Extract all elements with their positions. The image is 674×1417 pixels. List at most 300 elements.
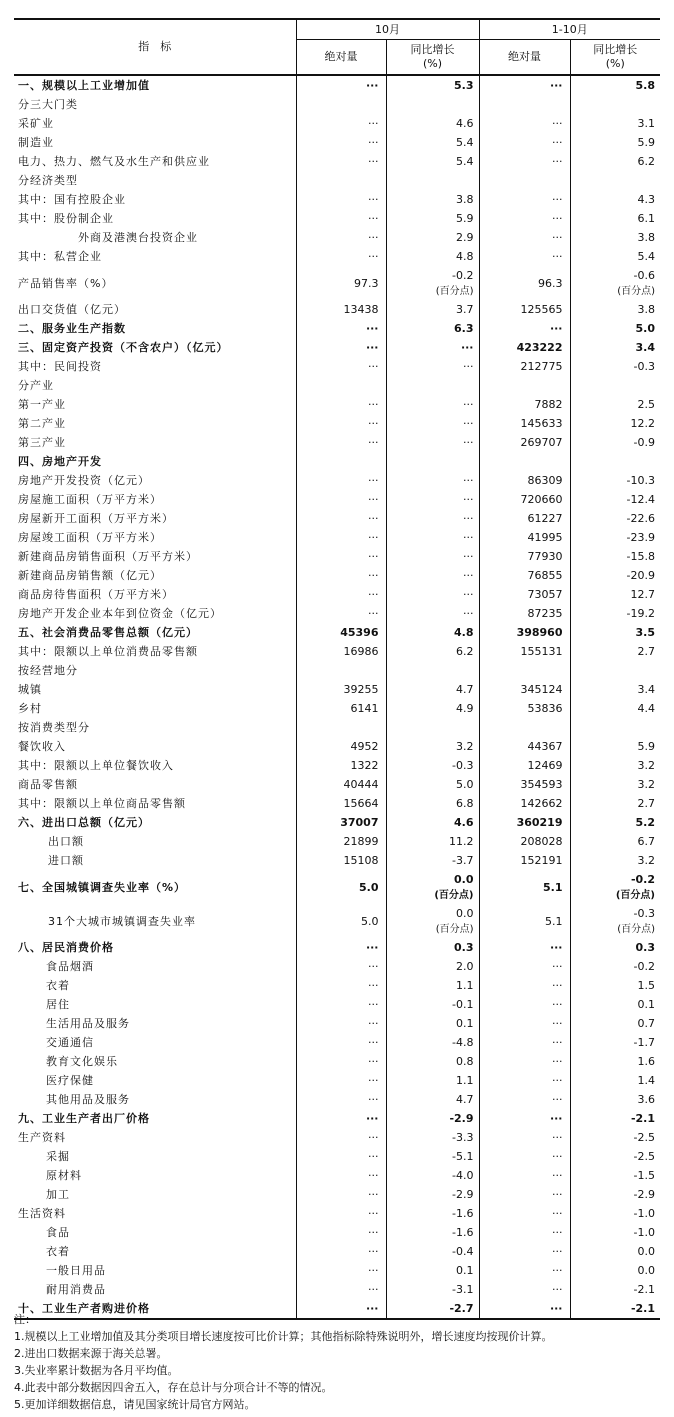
row-label: 医疗保健 [14, 1071, 296, 1090]
row-label: 产品销售率（%） [14, 266, 296, 300]
ytd-yoy: 3.1 [637, 117, 655, 130]
oct-yoy [386, 95, 479, 114]
row-label: 第二产业 [14, 414, 296, 433]
row-label: 房屋施工面积（万平方米） [14, 490, 296, 509]
oct-absolute [296, 95, 386, 114]
ytd-absolute: ··· [479, 938, 570, 957]
row-label: 食品烟酒 [14, 957, 296, 976]
ytd-absolute: ··· [479, 209, 570, 228]
row-label: 生产资料 [14, 1128, 296, 1147]
row-label: 其他用品及服务 [14, 1090, 296, 1109]
header-period-jan-oct: 1-10月 [479, 19, 660, 40]
oct-yoy: -3.7 [386, 851, 479, 870]
oct-absolute [296, 718, 386, 737]
footnote-line: 4.此表中部分数据因四舍五入，存在总计与分项合计不等的情况。 [14, 1381, 333, 1394]
oct-absolute [296, 661, 386, 680]
oct-yoy: -2.9 [386, 1109, 479, 1128]
table-row [14, 266, 660, 300]
ytd-yoy: 5.9 [637, 136, 655, 149]
ytd-yoy: 3.5 [635, 626, 655, 639]
ytd-absolute: ··· [479, 1242, 570, 1261]
row-label: 七、全国城镇调查失业率（%） [14, 870, 296, 904]
table-row [14, 509, 660, 528]
ytd-yoy: -20.9 [626, 569, 655, 582]
ytd-yoy: -22.6 [626, 512, 655, 525]
oct-yoy [386, 870, 479, 904]
header-period-october: 10月 [296, 19, 479, 40]
oct-absolute: ··· [296, 319, 386, 338]
oct-yoy: ··· [386, 471, 479, 490]
ytd-absolute: ··· [479, 1071, 570, 1090]
oct-yoy: 4.8 [386, 623, 479, 642]
row-label: 商品房待售面积（万平方米） [14, 585, 296, 604]
ytd-yoy: -2.5 [633, 1150, 655, 1163]
oct-yoy: 4.9 [386, 699, 479, 718]
oct-absolute: ··· [296, 509, 386, 528]
footnote-line: 1.规模以上工业增加值及其分类项目增长速度按可比价计算；其他指标除特殊说明外，增长速度均按现价计算。 [14, 1330, 553, 1343]
oct-absolute: ··· [296, 1204, 386, 1223]
row-label: 耐用消费品 [14, 1280, 296, 1299]
table-row [14, 585, 660, 604]
ytd-yoy: -12.4 [626, 493, 655, 506]
oct-absolute: ··· [296, 1166, 386, 1185]
ytd-absolute: ··· [479, 1090, 570, 1109]
ytd-yoy: -1.0 [633, 1207, 655, 1220]
oct-absolute: ··· [296, 1147, 386, 1166]
ytd-absolute: ··· [479, 228, 570, 247]
ytd-yoy [570, 904, 660, 938]
row-label: 五、社会消费品零售总额（亿元） [14, 623, 296, 642]
header-yoy-unit: (%) [422, 57, 443, 70]
oct-yoy [386, 661, 479, 680]
row-label: 第三产业 [14, 433, 296, 452]
ytd-absolute: 53836 [479, 699, 570, 718]
ytd-absolute: 398960 [479, 623, 570, 642]
table-row [14, 680, 660, 699]
oct-yoy: ··· [386, 395, 479, 414]
table-body [14, 75, 660, 1319]
ytd-yoy: 3.8 [637, 231, 655, 244]
oct-yoy: -3.3 [386, 1128, 479, 1147]
table-row [14, 338, 660, 357]
ytd-yoy: 0.3 [635, 941, 655, 954]
ytd-absolute: 5.1 [479, 904, 570, 938]
oct-yoy [386, 904, 479, 938]
ytd-yoy: 5.8 [635, 79, 655, 92]
oct-absolute: 40444 [296, 775, 386, 794]
table-row [14, 938, 660, 957]
ytd-yoy [570, 95, 660, 114]
oct-absolute: ··· [296, 1242, 386, 1261]
oct-yoy: -0.4 [386, 1242, 479, 1261]
table-row [14, 1071, 660, 1090]
row-label: 房地产开发企业本年到位资金（亿元） [14, 604, 296, 623]
oct-yoy: -5.1 [386, 1147, 479, 1166]
oct-absolute: 45396 [296, 623, 386, 642]
ytd-absolute: 212775 [479, 357, 570, 376]
ytd-yoy [570, 870, 660, 904]
oct-absolute: ··· [296, 938, 386, 957]
oct-absolute: ··· [296, 338, 386, 357]
ytd-yoy: 5.2 [635, 816, 655, 829]
oct-absolute: 5.0 [296, 904, 386, 938]
ytd-yoy: 3.4 [635, 341, 655, 354]
ytd-yoy: -1.5 [633, 1169, 655, 1182]
ytd-absolute: ··· [479, 1185, 570, 1204]
ytd-absolute: 77930 [479, 547, 570, 566]
ytd-absolute: 5.1 [479, 870, 570, 904]
oct-absolute: 13438 [296, 300, 386, 319]
header-absolute-1: 绝对量 [296, 40, 386, 76]
ytd-absolute: ··· [479, 995, 570, 1014]
table-row [14, 1033, 660, 1052]
ytd-absolute: ··· [479, 1033, 570, 1052]
ytd-absolute: ··· [479, 152, 570, 171]
oct-yoy: -4.0 [386, 1166, 479, 1185]
table-row [14, 623, 660, 642]
oct-absolute: 16986 [296, 642, 386, 661]
ytd-yoy: -2.9 [633, 1188, 655, 1201]
header-absolute-2: 绝对量 [479, 40, 570, 76]
ytd-yoy: 3.4 [637, 683, 655, 696]
table-row [14, 433, 660, 452]
oct-absolute: ··· [296, 1052, 386, 1071]
oct-absolute: ··· [296, 585, 386, 604]
ytd-yoy-value: -0.2 [630, 872, 655, 886]
ytd-yoy: 0.0 [637, 1245, 655, 1258]
ytd-absolute [479, 95, 570, 114]
oct-absolute: ··· [296, 566, 386, 585]
ytd-yoy: -10.3 [626, 474, 655, 487]
oct-yoy-unit: (百分点) [435, 285, 474, 297]
row-label: 其中：国有控股企业 [14, 190, 296, 209]
row-label: 教育文化娱乐 [14, 1052, 296, 1071]
table-row [14, 395, 660, 414]
row-label: 按经营地分 [14, 661, 296, 680]
ytd-absolute: ··· [479, 1109, 570, 1128]
ytd-yoy: -15.8 [626, 550, 655, 563]
oct-yoy: ··· [386, 604, 479, 623]
header-yoy-unit: (%) [605, 57, 625, 70]
row-label: 居住 [14, 995, 296, 1014]
ytd-absolute: ··· [479, 319, 570, 338]
ytd-yoy: 1.4 [637, 1074, 655, 1087]
ytd-yoy: 5.0 [635, 322, 655, 335]
ytd-absolute: 12469 [479, 756, 570, 775]
oct-yoy: ··· [386, 547, 479, 566]
oct-yoy: -2.9 [386, 1185, 479, 1204]
ytd-absolute [479, 718, 570, 737]
ytd-yoy: 2.7 [637, 645, 655, 658]
row-label: 城镇 [14, 680, 296, 699]
oct-yoy [386, 452, 479, 471]
ytd-yoy: -0.3 [633, 360, 655, 373]
oct-yoy: -1.6 [386, 1204, 479, 1223]
ytd-absolute [479, 376, 570, 395]
ytd-yoy-value: -0.6 [633, 268, 655, 282]
oct-absolute: ··· [296, 357, 386, 376]
table-row [14, 114, 660, 133]
row-label: 新建商品房销售额（亿元） [14, 566, 296, 585]
ytd-absolute: 152191 [479, 851, 570, 870]
ytd-absolute [479, 661, 570, 680]
oct-absolute: ··· [296, 490, 386, 509]
oct-absolute: 6141 [296, 699, 386, 718]
table-row [14, 319, 660, 338]
table-row [14, 376, 660, 395]
row-label: 加工 [14, 1185, 296, 1204]
row-label: 按消费类型分 [14, 718, 296, 737]
oct-absolute: 4952 [296, 737, 386, 756]
ytd-yoy: 0.7 [637, 1017, 655, 1030]
table-row [14, 737, 660, 756]
oct-yoy: 0.1 [386, 1014, 479, 1033]
oct-yoy [386, 266, 479, 300]
oct-yoy: ··· [386, 528, 479, 547]
oct-absolute: ··· [296, 604, 386, 623]
ytd-absolute: 87235 [479, 604, 570, 623]
oct-yoy [386, 171, 479, 190]
table-row [14, 1147, 660, 1166]
oct-yoy: 4.7 [386, 680, 479, 699]
ytd-yoy: 6.7 [637, 835, 655, 848]
table-row [14, 756, 660, 775]
ytd-absolute: 96.3 [479, 266, 570, 300]
ytd-yoy: 3.8 [637, 303, 655, 316]
oct-yoy: 6.8 [386, 794, 479, 813]
row-label: 制造业 [14, 133, 296, 152]
oct-absolute: 15664 [296, 794, 386, 813]
ytd-absolute: ··· [479, 957, 570, 976]
table-row [14, 904, 660, 938]
oct-absolute: ··· [296, 209, 386, 228]
table-row [14, 547, 660, 566]
oct-absolute [296, 376, 386, 395]
ytd-absolute: 345124 [479, 680, 570, 699]
table-row [14, 357, 660, 376]
oct-yoy: 4.7 [386, 1090, 479, 1109]
oct-yoy: -2.7 [386, 1299, 479, 1319]
table-row [14, 490, 660, 509]
oct-yoy [386, 718, 479, 737]
row-label: 生活用品及服务 [14, 1014, 296, 1033]
oct-absolute: ··· [296, 528, 386, 547]
row-label: 四、房地产开发 [14, 452, 296, 471]
table-row [14, 870, 660, 904]
oct-absolute: ··· [296, 190, 386, 209]
oct-yoy-value: -0.2 [452, 268, 474, 282]
ytd-absolute: 44367 [479, 737, 570, 756]
oct-absolute: ··· [296, 433, 386, 452]
ytd-yoy: -2.1 [570, 1299, 660, 1319]
oct-absolute: ··· [296, 114, 386, 133]
oct-absolute: 1322 [296, 756, 386, 775]
oct-yoy: ··· [386, 585, 479, 604]
row-label: 其中：民间投资 [14, 357, 296, 376]
ytd-absolute: 360219 [479, 813, 570, 832]
ytd-yoy: 0.1 [637, 998, 655, 1011]
row-label: 餐饮收入 [14, 737, 296, 756]
row-label: 房屋竣工面积（万平方米） [14, 528, 296, 547]
oct-yoy: 5.3 [386, 75, 479, 95]
oct-yoy: 11.2 [386, 832, 479, 851]
ytd-yoy: -1.7 [633, 1036, 655, 1049]
ytd-yoy: 3.2 [637, 778, 655, 791]
row-label: 第一产业 [14, 395, 296, 414]
ytd-absolute: 142662 [479, 794, 570, 813]
oct-absolute: 97.3 [296, 266, 386, 300]
row-label: 衣着 [14, 1242, 296, 1261]
oct-absolute: ··· [296, 471, 386, 490]
row-label: 衣着 [14, 976, 296, 995]
oct-yoy: 1.1 [386, 976, 479, 995]
ytd-absolute: ··· [479, 247, 570, 266]
ytd-yoy: -0.9 [633, 436, 655, 449]
ytd-yoy [570, 266, 660, 300]
oct-yoy: 5.4 [386, 152, 479, 171]
table-row [14, 813, 660, 832]
footnotes [14, 1311, 664, 1413]
oct-yoy: -0.3 [386, 756, 479, 775]
table-row [14, 1166, 660, 1185]
oct-yoy: ··· [386, 490, 479, 509]
row-label: 十、工业生产者购进价格 [14, 1299, 296, 1319]
ytd-yoy: -2.1 [633, 1283, 655, 1296]
ytd-absolute: ··· [479, 1261, 570, 1280]
oct-yoy: -1.6 [386, 1223, 479, 1242]
table-row [14, 300, 660, 319]
row-label: 出口交货值（亿元） [14, 300, 296, 319]
table-row [14, 995, 660, 1014]
table-row [14, 133, 660, 152]
oct-absolute: ··· [296, 75, 386, 95]
row-label: 进口额 [14, 851, 296, 870]
oct-absolute: ··· [296, 1090, 386, 1109]
ytd-yoy: -0.2 [633, 960, 655, 973]
footnote-line: 2.进出口数据来源于海关总署。 [14, 1347, 168, 1360]
ytd-yoy [570, 661, 660, 680]
ytd-yoy-unit: (百分点) [615, 889, 655, 901]
table-row [14, 775, 660, 794]
table-row [14, 566, 660, 585]
oct-yoy: 0.1 [386, 1261, 479, 1280]
table-header [14, 19, 660, 75]
footnote-line: 5.更加详细数据信息，请见国家统计局官方网站。 [14, 1398, 256, 1411]
row-label: 二、服务业生产指数 [14, 319, 296, 338]
oct-absolute: 21899 [296, 832, 386, 851]
ytd-absolute [479, 171, 570, 190]
ytd-absolute: ··· [479, 75, 570, 95]
row-label: 电力、热力、燃气及水生产和供应业 [14, 152, 296, 171]
footnote-line: 注： [14, 1313, 36, 1326]
oct-yoy: ··· [386, 509, 479, 528]
row-label: 采掘 [14, 1147, 296, 1166]
ytd-yoy: 3.2 [637, 854, 655, 867]
table-row [14, 604, 660, 623]
oct-absolute: ··· [296, 1128, 386, 1147]
ytd-absolute: 61227 [479, 509, 570, 528]
statistics-table [14, 18, 660, 1320]
row-label: 交通通信 [14, 1033, 296, 1052]
row-label: 其中：限额以上单位商品零售额 [14, 794, 296, 813]
ytd-yoy: 4.3 [637, 193, 655, 206]
row-label: 乡村 [14, 699, 296, 718]
ytd-yoy-value: -0.3 [633, 906, 655, 920]
oct-absolute: ··· [296, 1109, 386, 1128]
table-row [14, 152, 660, 171]
row-label: 房地产开发投资（亿元） [14, 471, 296, 490]
table-row [14, 452, 660, 471]
ytd-absolute: ··· [479, 976, 570, 995]
header-yoy-label: 同比增长 [410, 43, 455, 56]
ytd-yoy [570, 718, 660, 737]
ytd-absolute: ··· [479, 1052, 570, 1071]
oct-yoy: 0.3 [386, 938, 479, 957]
table-row [14, 957, 660, 976]
row-label: 出口额 [14, 832, 296, 851]
row-label: 新建商品房销售面积（万平方米） [14, 547, 296, 566]
ytd-absolute: ··· [479, 114, 570, 133]
ytd-yoy: 12.7 [630, 588, 655, 601]
ytd-yoy: 5.4 [637, 250, 655, 263]
row-label: 采矿业 [14, 114, 296, 133]
row-label: 食品 [14, 1223, 296, 1242]
oct-yoy: 2.9 [386, 228, 479, 247]
ytd-yoy: 4.4 [637, 702, 655, 715]
table-row [14, 528, 660, 547]
ytd-absolute: 41995 [479, 528, 570, 547]
ytd-absolute: 208028 [479, 832, 570, 851]
ytd-yoy: -1.0 [633, 1226, 655, 1239]
oct-absolute: 39255 [296, 680, 386, 699]
table-row [14, 1280, 660, 1299]
oct-yoy: 5.9 [386, 209, 479, 228]
ytd-absolute: ··· [479, 1223, 570, 1242]
oct-yoy: 0.8 [386, 1052, 479, 1071]
ytd-absolute: 720660 [479, 490, 570, 509]
oct-yoy [386, 376, 479, 395]
oct-absolute: ··· [296, 1223, 386, 1242]
ytd-absolute [479, 452, 570, 471]
ytd-absolute: ··· [479, 1128, 570, 1147]
table-row [14, 699, 660, 718]
table-row [14, 228, 660, 247]
ytd-yoy: -2.5 [633, 1131, 655, 1144]
oct-yoy: 5.0 [386, 775, 479, 794]
ytd-yoy: 0.0 [637, 1264, 655, 1277]
row-label: 一、规模以上工业增加值 [14, 75, 296, 95]
oct-yoy: -3.1 [386, 1280, 479, 1299]
table-row [14, 1014, 660, 1033]
oct-absolute [296, 452, 386, 471]
ytd-yoy [570, 376, 660, 395]
table-row [14, 1204, 660, 1223]
ytd-yoy: 2.7 [637, 797, 655, 810]
ytd-yoy: -19.2 [626, 607, 655, 620]
ytd-yoy: 3.6 [637, 1093, 655, 1106]
oct-yoy: ··· [386, 433, 479, 452]
oct-yoy: ··· [386, 338, 479, 357]
row-label: 商品零售额 [14, 775, 296, 794]
table-row [14, 1242, 660, 1261]
oct-absolute: ··· [296, 1280, 386, 1299]
ytd-absolute: ··· [479, 1280, 570, 1299]
table-row [14, 1261, 660, 1280]
oct-yoy-unit: (百分点) [435, 923, 474, 935]
oct-absolute: ··· [296, 152, 386, 171]
ytd-absolute: 125565 [479, 300, 570, 319]
oct-yoy: 2.0 [386, 957, 479, 976]
